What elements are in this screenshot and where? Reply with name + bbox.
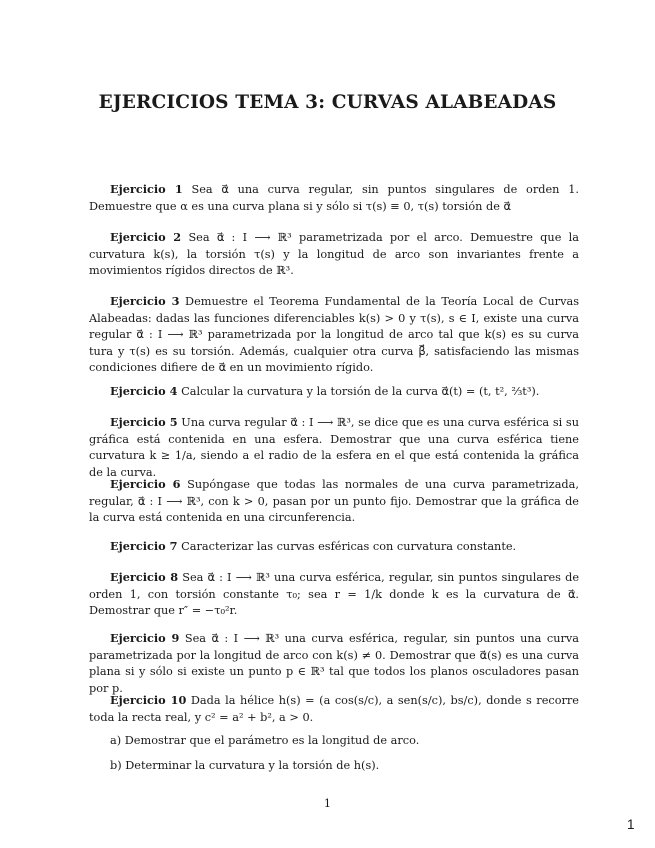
document-title: EJERCICIOS TEMA 3: CURVAS ALABEADAS [98,92,557,113]
exercise-label: Ejercicio 7 [110,539,178,553]
exercise-label: Ejercicio 10 [110,693,187,707]
exercise-label: Ejercicio 9 [110,631,180,645]
exercise-label: Ejercicio 5 [110,415,178,429]
exercise-text: Una curva regular α⃗ : I ⟶ ℝ³, se dice que es una curva esférica si su gráfica está contenida en una esfera. Demostrar que una curva esférica tiene curvatura k ≥ 1/a, siendo a el radio de la esfera en el que está contenida la gráfica de la curva. [89,416,579,479]
exercise-text: Supóngase que todas las normales de una curva parametrizada, regular, α⃗ : I ⟶ ℝ³, con k > 0, pasan por un punto fijo. Demostrar que la gráfica de la curva está contenida en una circunferencia. [89,478,579,525]
exercise-text: Sea α⃗ una curva regular, sin puntos singulares de orden 1. Demuestre que α es una curva plana si y sólo si τ(s) ≡ 0, τ(s) torsión de α⃗ [89,183,579,213]
exercise-9 [89,630,579,697]
exercise-3 [89,293,579,377]
exercise-text: Calcular la curvatura y la torsión de la curva α⃗(t) = (t, t², ⅔t³). [181,385,540,398]
exercise-label: Ejercicio 1 [110,182,183,196]
exercise-label: Ejercicio 4 [110,384,178,398]
exercise-text: Sea α⃗ : I ⟶ ℝ³ una curva esférica, regular, sin puntos singulares de orden 1, con torsión constante τ₀; sea r = 1/k donde k es la curvatura de α⃗. Demostrar que r″ = −τ₀²r. [89,571,580,618]
exercise-2 [89,229,579,280]
exercise-text: Sea α⃗ : I ⟶ ℝ³ parametrizada por el arco. Demuestre que la curvatura k(s), la torsión τ(s) y la longitud de arco son invariantes frente a movimientos rígidos directos de ℝ³. [89,231,579,278]
exercise-text: Demuestre el Teorema Fundamental de la Teoría Local de Curvas Alabeadas: dadas las funciones diferenciables k(s) > 0 y τ(s), s ∈ I, existe una curva regular α⃗ : I ⟶ ℝ³ parametrizada por la longitud de arco tal que k(s) es su curva tura y τ(s) es su torsión. Además, cualquier otra curva β⃗, satisfaciendo las mismas condiciones difiere de α⃗ en un movimiento rígido. [89,295,579,375]
exercise-label: Ejercicio 6 [110,477,181,491]
exercise-label: Ejercicio 8 [110,570,179,584]
exercise-text: Dada la hélice h(s) = (a cos(s/c), a sen(s/c), bs/c), donde s recorre toda la recta real, y c² = a² + b², a > 0. [89,694,579,724]
exercise-text: Sea α⃗ : I ⟶ ℝ³ una curva esférica, regular, sin puntos una curva parametrizada por la longitud de arco con k(s) ≠ 0. Demostrar que α⃗(s) es una curva plana si y sólo si existe un punto p ∈ ℝ³ tal que todos los planos osculadores pasan por p. [89,632,580,695]
exercise-text: Caracterizar las curvas esféricas con curvatura constante. [181,540,517,553]
exercise-10 [89,692,579,726]
exercise-label: Ejercicio 3 [110,294,180,308]
exercise-5 [89,414,579,481]
viewer-page-indicator: 1 [627,817,635,832]
exercise-10-item-a: a) Demostrar que el parámetro es la longitud de arco. [110,734,420,747]
page-number: 1 [323,797,332,810]
exercise-10-item-b: b) Determinar la curvatura y la torsión de h(s). [110,759,380,772]
exercise-4 [89,383,579,401]
exercise-label: Ejercicio 2 [110,230,182,244]
exercise-7 [89,538,579,556]
exercise-8 [89,569,579,620]
exercise-6 [89,476,579,527]
exercise-1 [89,181,579,215]
